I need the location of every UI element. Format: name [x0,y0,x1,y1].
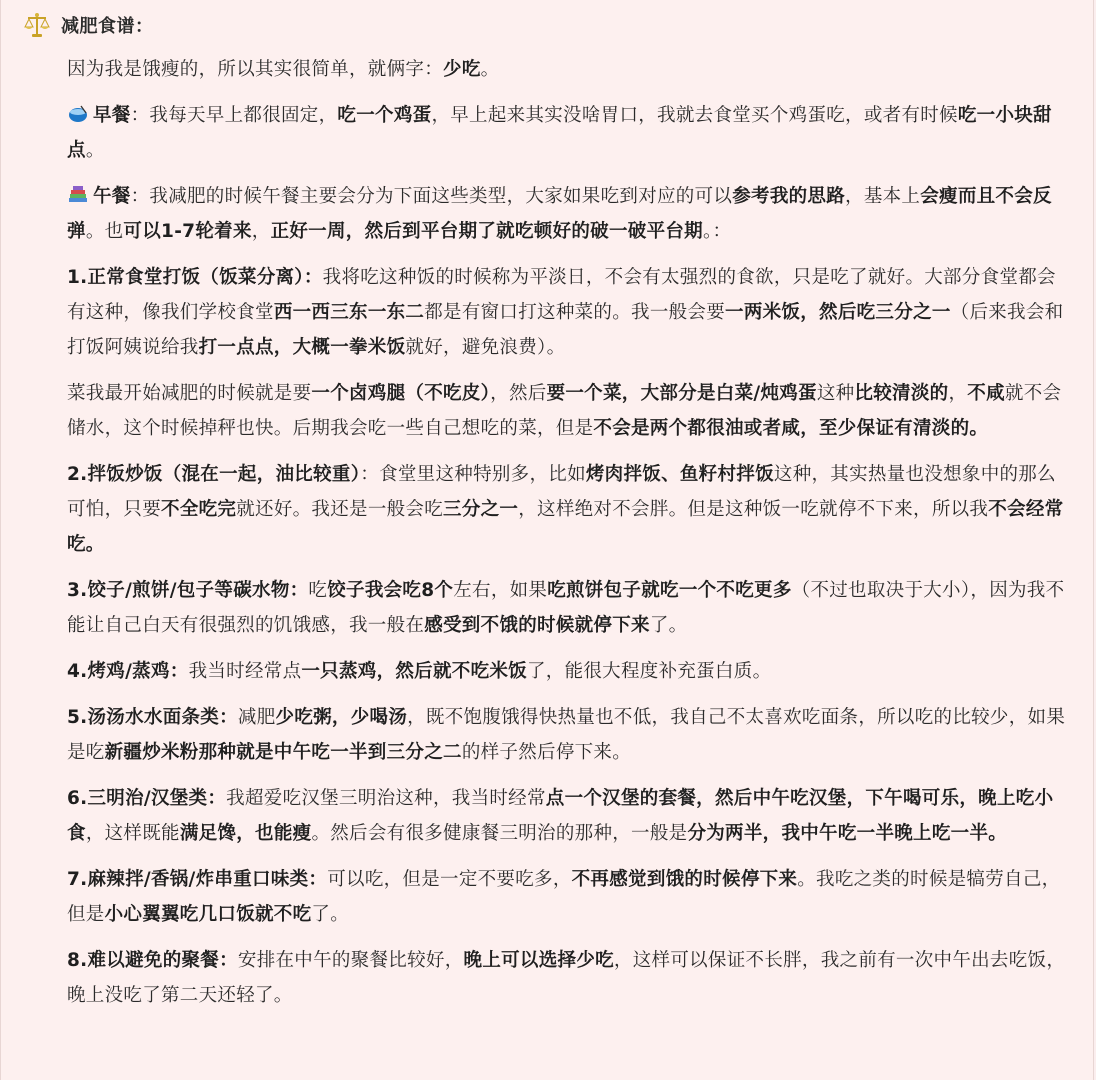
bold-text: 6.三明治/汉堡类： [67,788,227,809]
text: ，基本上 [845,186,921,207]
text: 了。 [649,615,688,636]
paragraph [67,943,1067,1013]
text: 了。 [311,904,350,925]
text: 都是有窗口打这种菜的。我一般会要 [424,302,726,323]
bold-text: 2.拌饭炒饭（混在一起，油比较重） [67,464,361,485]
bold-text: 满足馋，也能瘦 [179,823,312,844]
bold-text: 5.汤汤水水面条类： [67,707,238,728]
bold-text: 要一个菜，大部分是白菜/炖鸡蛋 [546,383,817,404]
text: 就不会储水，这个时候掉秤也快。后期我会吃一些自己想吃的菜，但是 [67,383,1062,439]
bold-text: 比较清淡的 [854,383,949,404]
bold-text: 饺子我会吃8个 [327,580,454,601]
text: ，这样既能 [85,823,180,844]
text: 。： [702,221,732,242]
text: 。我吃之类的时候是犒劳自己，但是 [67,869,1061,925]
text: ：食堂里这种特别多，比如 [360,464,586,485]
text: 因为我是饿瘦的，所以其实很简单，就俩字： [67,59,444,80]
bold-text: 吃一个鸡蛋 [337,105,432,126]
text: 。也 [85,221,124,242]
text: 我当时经常点 [188,661,302,682]
text: 可以吃，但是一定不要吃多， [327,869,572,890]
bold-text: 一只蒸鸡，然后就不吃米饭 [301,661,527,682]
bold-text: 正好一周，然后到平台期了就吃顿好的破一破平台期 [270,221,703,242]
bold-text: 点一个汉堡的套餐，然后中午吃汉堡，下午喝可乐，晚上吃小食 [67,788,1054,844]
bold-text: 不咸 [967,383,1005,404]
text: 这种，其实热量也没想象中的那么可怕，只要 [67,464,1056,520]
bold-text: 少吃粥，少喝汤 [275,707,408,728]
bold-text: 吃一小块甜点 [67,105,1052,161]
paragraph [67,376,1067,446]
text: ，早上起来其实没啥胃口，我就去食堂买个鸡蛋吃，或者有时候 [431,105,958,126]
text: 就还好。我还是一般会吃 [236,499,444,520]
text: 。然后会有很多健康餐三明治的那种，一般是 [311,823,688,844]
bold-text: 不全吃完 [161,499,237,520]
text: 的样子然后停下来。 [461,742,632,763]
paragraph [67,457,1067,562]
text: 吃 [308,580,328,601]
bold-text: 4.烤鸡/蒸鸡： [67,661,189,682]
books-icon [67,182,89,202]
bold-text: 不会是两个都很油或者咸，至少保证有清淡的。 [593,418,989,439]
bold-text: 午餐 [93,186,131,207]
balance-scale-icon [23,11,51,39]
bold-text: 感受到不饿的时候就停下来 [424,615,650,636]
bold-text: 会瘦而且不会反弹 [67,186,1052,242]
bold-text: 3.饺子/煎饼/包子等碳水物： [67,580,309,601]
text: 。 [480,59,500,80]
text: 菜我最开始减肥的时候就是要 [67,383,312,404]
bowl-icon [67,101,89,121]
text: ，这样可以保证不长胖，我之前有一次中午出去吃饭，晚上没吃了第二天还轻了。 [67,950,1066,1006]
text: 我将吃这种饭的时候称为平淡日，不会有太强烈的食欲，只是吃了就好。大部分食堂都会有这种，像我们学校食堂 [67,267,1056,323]
bold-text: 烤肉拌饭、鱼籽村拌饭 [585,464,774,485]
bold-text: 三分之一 [443,499,519,520]
recipe-body [67,52,1067,1024]
bold-text: 小心翼翼吃几口饭就不吃 [104,904,312,925]
paragraph [67,781,1067,851]
paragraph [67,260,1067,365]
bold-text: 吃煎饼包子就吃一个不吃更多 [547,580,792,601]
text: ，这样绝对不会胖。但是这种饭一吃就停不下来，所以我 [518,499,989,520]
bold-text: 一个卤鸡腿（不吃皮） [311,383,491,404]
bold-text: 晚上可以选择少吃 [463,950,614,971]
bold-text: 8.难以避免的聚餐： [67,950,238,971]
bold-text: 不会经常吃。 [67,499,1064,555]
bold-text: 少吃 [443,59,481,80]
paragraph [67,862,1067,932]
text: 了，能很大程度补充蛋白质。 [526,661,772,682]
text: ：我减肥的时候午餐主要会分为下面这些类型，大家如果吃到对应的可以 [130,186,733,207]
text: ：我每天早上都很固定， [130,105,338,126]
paragraph [67,179,1067,249]
paragraph [67,52,1067,87]
bold-text: 参考我的思路 [732,186,846,207]
bold-text: 分为两半，我中午吃一半晚上吃一半。 [687,823,1008,844]
bold-text: 新疆炒米粉那种就是中午吃一半到三分之二 [104,742,462,763]
text: ，既不饱腹饿得快热量也不低，我自己不太喜欢吃面条，所以吃的比较少，如果是吃 [67,707,1066,763]
section-header [23,10,154,40]
text: 就好，避免浪费）。 [405,337,566,358]
bold-text: 西一西三东一东二 [273,302,425,323]
text: （后来我会和打饭阿姨说给我 [67,302,1064,358]
text: （不过也取决于大小），因为我不能让自己白天有很强烈的饥饿感，我一般在 [67,580,1065,636]
text: 。 [85,140,105,161]
bold-text: 1.正常食堂打饭（饭菜分离）： [67,267,323,288]
text: 安排在中午的聚餐比较好， [237,950,464,971]
bold-text: 早餐 [93,105,131,126]
text: ，然后 [490,383,547,404]
text: 减肥 [237,707,276,728]
text: ， [948,383,968,404]
text: 左右，如果 [453,580,548,601]
paragraph [67,654,1067,689]
paragraph [67,700,1067,770]
bold-text: 7.麻辣拌/香锅/炸串重口味类： [67,869,328,890]
text: ， [251,221,271,242]
bold-text: 打一点点，大概一拳米饭 [198,337,406,358]
bold-text: 不再感觉到饿的时候停下来 [571,869,798,890]
bold-text: 可以1-7轮着来 [123,221,252,242]
section-title: 减肥食谱： [61,16,154,37]
paragraph [67,98,1067,168]
text: 我超爱吃汉堡三明治这种，我当时经常 [226,788,546,809]
paragraph [67,573,1067,643]
bold-text: 一两米饭，然后吃三分之一 [725,302,951,323]
text: 这种 [816,383,855,404]
